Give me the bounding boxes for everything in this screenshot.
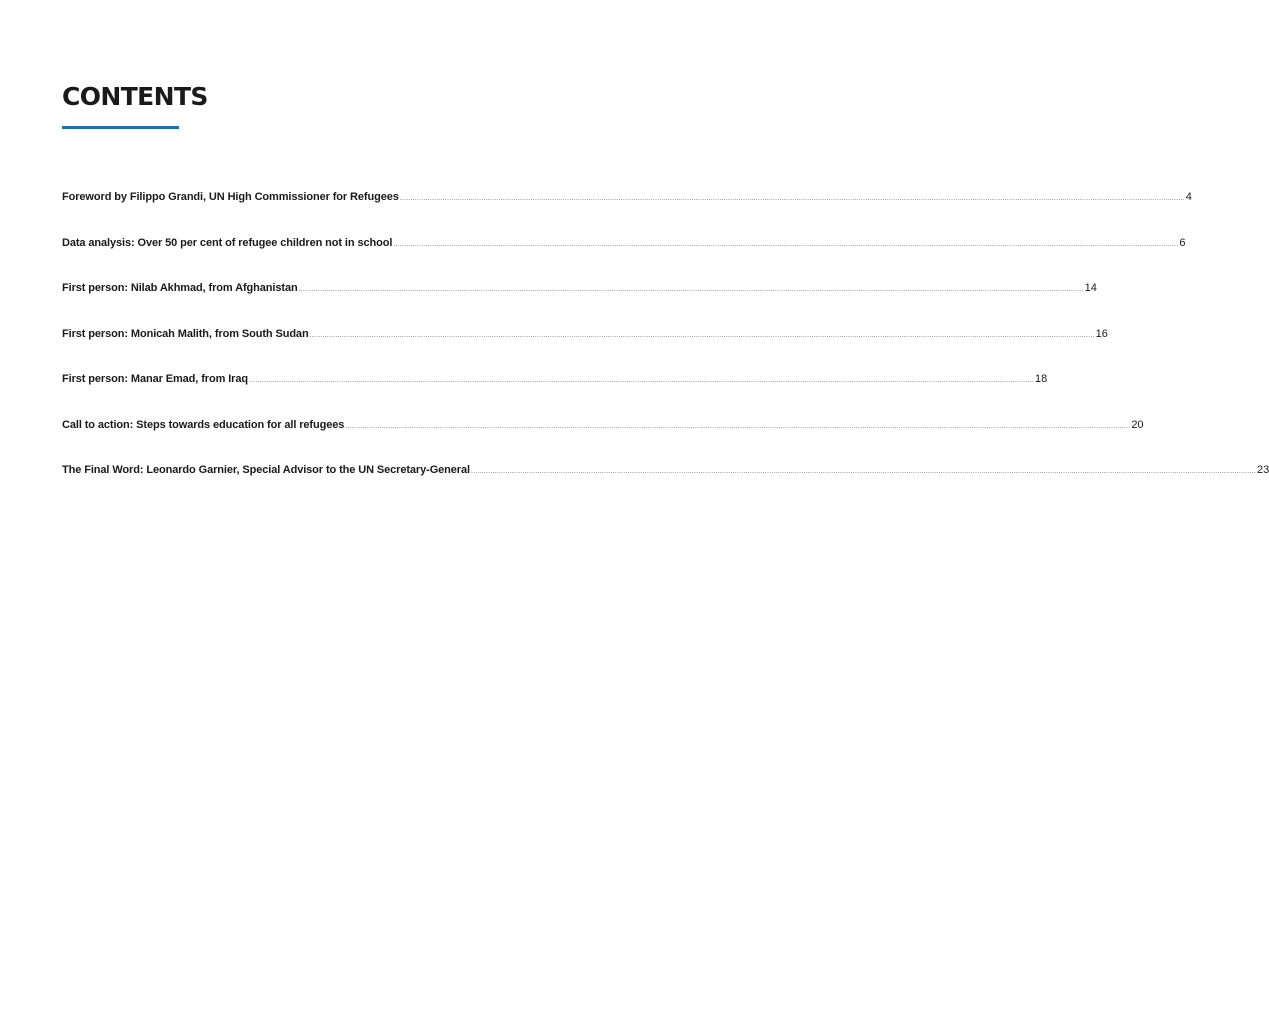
table-of-contents bbox=[62, 190, 1269, 509]
toc-entry-title: Call to action: Steps towards education for all refugees bbox=[62, 418, 345, 431]
toc-dot-leader: .............................................................................................................................................................................................................................................................................................................................................................................. bbox=[309, 331, 1095, 339]
toc-entry-foreword[interactable] bbox=[62, 190, 1192, 236]
page-title: CONTENTS bbox=[62, 82, 208, 111]
toc-page-number: 23 bbox=[1256, 464, 1269, 476]
toc-page-number: 20 bbox=[1131, 418, 1144, 431]
toc-dot-leader: .............................................................................................................................................................................................................................................................................................................................................................................. bbox=[393, 240, 1179, 248]
toc-entry-title: Data analysis: Over 50 per cent of refugee children not in school bbox=[62, 236, 393, 249]
toc-page-number: 6 bbox=[1179, 236, 1186, 249]
toc-entry-title: First person: Nilab Akhmad, from Afghanistan bbox=[62, 282, 298, 294]
toc-dot-leader: .............................................................................................................................................................................................................................................................................................................................................................................. bbox=[248, 377, 1034, 384]
toc-entry-monicah-malith[interactable] bbox=[62, 327, 1108, 373]
toc-entry-title: The Final Word: Leonardo Garnier, Special Advisor to the UN Secretary-General bbox=[62, 464, 470, 476]
toc-entry-title: Foreword by Filippo Grandi, UN High Commissioner for Refugees bbox=[62, 191, 399, 203]
toc-entry-call-to-action[interactable] bbox=[62, 418, 1144, 464]
toc-dot-leader: .............................................................................................................................................................................................................................................................................................................................................................................. bbox=[298, 286, 1084, 293]
toc-dot-leader: .............................................................................................................................................................................................................................................................................................................................................................................. bbox=[345, 422, 1131, 430]
toc-entry-title: First person: Monicah Malith, from South Sudan bbox=[62, 327, 309, 340]
toc-page-number: 4 bbox=[1185, 191, 1192, 203]
toc-entry-data-analysis[interactable] bbox=[62, 236, 1186, 282]
toc-entry-manar-emad[interactable] bbox=[62, 372, 1048, 418]
toc-entry-title: First person: Manar Emad, from Iraq bbox=[62, 373, 248, 385]
heading-underline bbox=[62, 126, 179, 129]
toc-page-number: 16 bbox=[1095, 327, 1108, 340]
toc-entry-nilab-akhmad[interactable] bbox=[62, 281, 1097, 327]
toc-entry-final-word[interactable] bbox=[62, 463, 1269, 509]
toc-page-number: 14 bbox=[1084, 282, 1097, 294]
toc-dot-leader: .............................................................................................................................................................................................................................................................................................................................................................................. bbox=[470, 468, 1256, 475]
toc-page-number: 18 bbox=[1035, 373, 1048, 385]
toc-dot-leader: .............................................................................................................................................................................................................................................................................................................................................................................. bbox=[399, 195, 1185, 202]
